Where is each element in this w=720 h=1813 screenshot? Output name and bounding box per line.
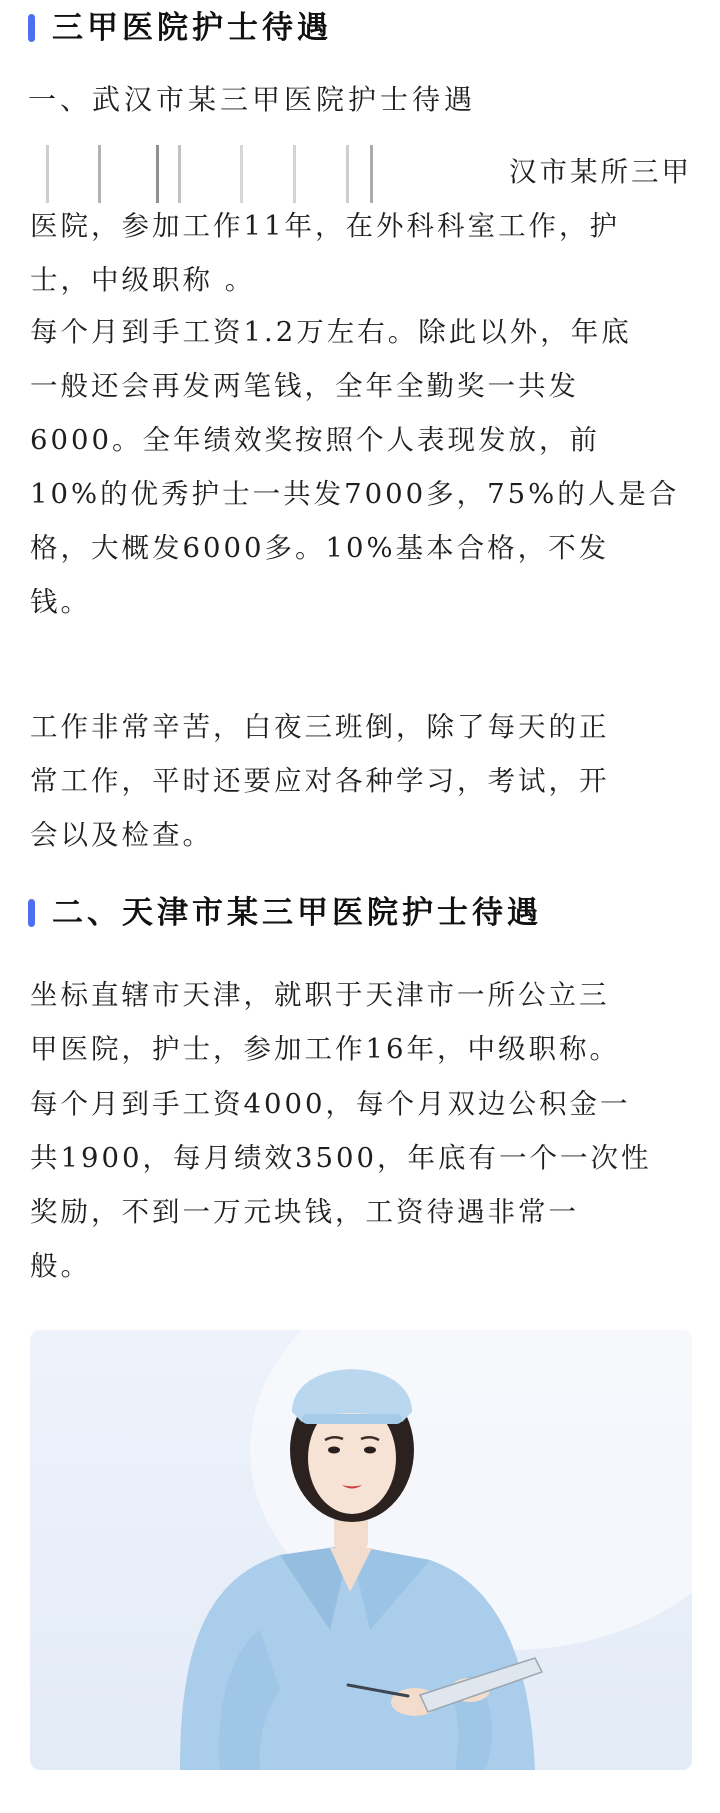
text-line: 一般还会再发两笔钱，全年全勤奖一共发	[30, 370, 579, 402]
text-line: 10%的优秀护士一共发7000多，75%的人是合	[30, 478, 680, 510]
nurse-illustration	[30, 1330, 692, 1770]
text-line: 每个月到手工资1.2万左右。除此以外，年底	[30, 316, 632, 348]
section1-paragraph-1	[30, 145, 692, 307]
text-line: 奖励，不到一万元块钱，工资待遇非常一	[30, 1196, 579, 1228]
text-line: 会以及检查。	[30, 819, 213, 851]
section2-heading-text: 二、天津市某三甲医院护士待遇	[52, 895, 542, 931]
text-line: 常工作，平时还要应对各种学习，考试，开	[30, 765, 610, 797]
section1-paragraph-2	[30, 305, 692, 629]
text-line: 医院，参加工作11年，在外科科室工作，护	[30, 210, 620, 242]
accent-bar	[28, 14, 35, 42]
text-line: 共1900，每月绩效3500，年底有一个一次性	[30, 1142, 652, 1174]
title-text: 三甲医院护士待遇	[52, 10, 332, 46]
text-line: 甲医院，护士，参加工作16年，中级职称。	[30, 1033, 620, 1065]
text-line: 工作非常辛苦，白夜三班倒，除了每天的正	[30, 711, 610, 743]
text-line: 6000。全年绩效奖按照个人表现发放，前	[30, 424, 600, 456]
text-line: 士，中级职称 。	[30, 264, 256, 296]
text-line: 汉市某所三甲	[509, 156, 692, 188]
text-line: 钱。	[30, 586, 91, 618]
text-line: 每个月到手工资4000，每个月双边公积金一	[30, 1088, 631, 1120]
section1-paragraph-3	[30, 700, 692, 862]
text-line: 般。	[30, 1250, 91, 1282]
section2-paragraph-2	[30, 1077, 692, 1293]
accent-bar	[28, 899, 35, 927]
text-line: 格，大概发6000多。10%基本合格，不发	[30, 532, 610, 564]
section2-paragraph-1	[30, 968, 692, 1076]
text-line: 坐标直辖市天津，就职于天津市一所公立三	[30, 979, 610, 1011]
section1-heading: 一、武汉市某三甲医院护士待遇	[28, 83, 477, 116]
nurse-photo	[30, 1330, 692, 1770]
